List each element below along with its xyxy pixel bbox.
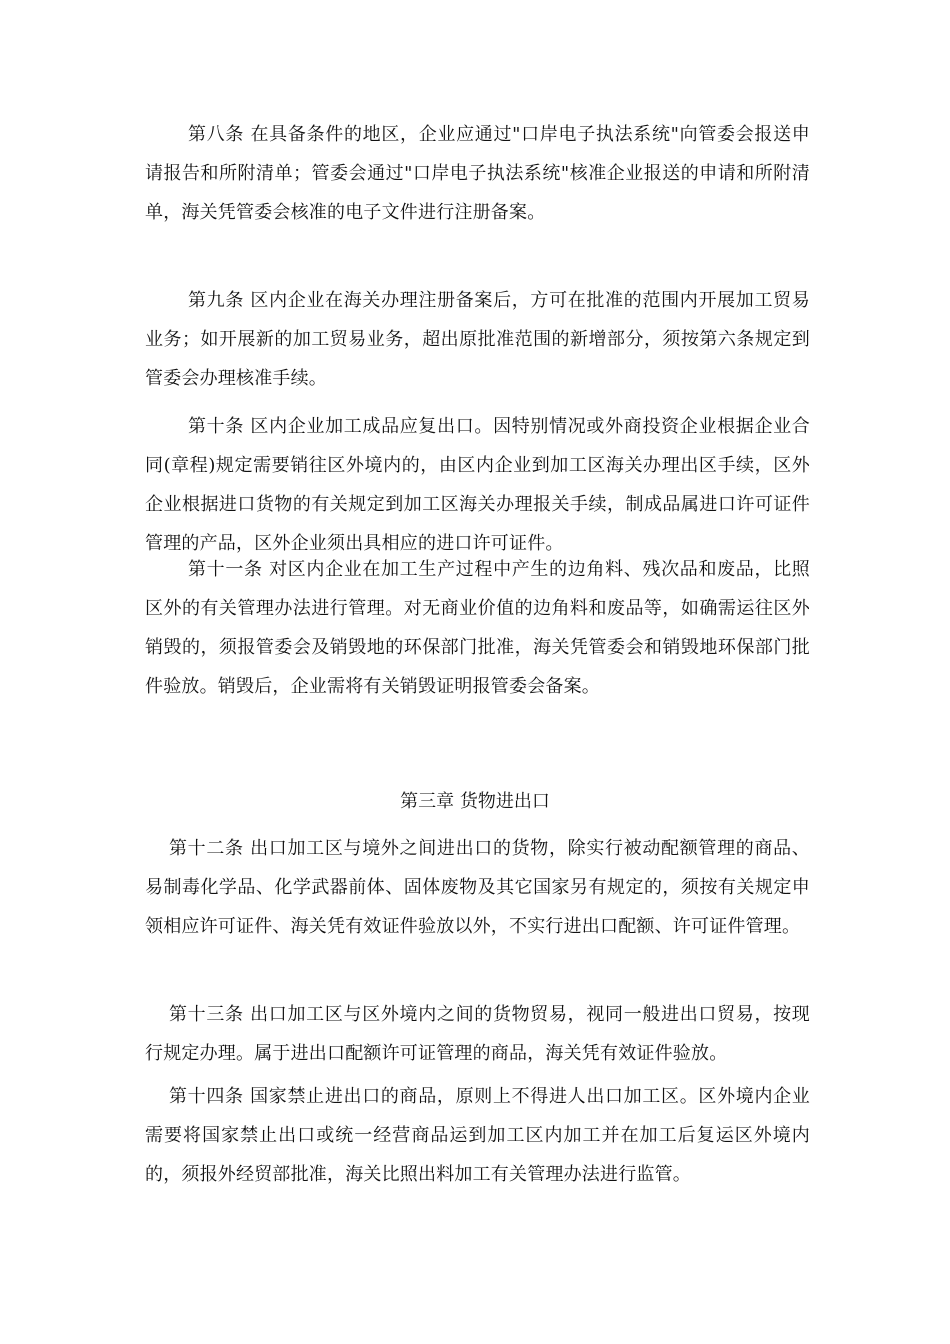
- article-11-paragraph: 第十一条 对区内企业在加工生产过程中产生的边角料、残次品和废品，比照区外的有关管理办法进行管理。对无商业价值的边角料和废品等，如确需运往区外销毁的，须报管委会及销毁地的环保部门批准，海关凭管委会和销毁地环保部门批件验放。销毁后，企业需将有关销毁证明报管委会备案。: [145, 559, 810, 697]
- article-13-paragraph: 第十三条 出口加工区与区外境内之间的货物贸易，视同一般进出口贸易，按现行规定办理。属于进出口配额许可证管理的商品，海关凭有效证件验放。: [145, 1004, 810, 1064]
- article-12-paragraph: 第十二条 出口加工区与境外之间进出口的货物，除实行被动配额管理的商品、易制毒化学品、化学武器前体、固体废物及其它国家另有规定的，须按有关规定申领相应许可证件、海关凭有效证件验放以外，不实行进出口配额、许可证件管理。: [145, 838, 810, 937]
- article-14-paragraph: 第十四条 国家禁止进出口的商品，原则上不得进人出口加工区。区外境内企业需要将国家禁止出口或统一经营商品运到加工区内加工并在加工后复运区外境内的，须报外经贸部批准，海关比照出料加工有关管理办法进行监管。: [145, 1086, 810, 1185]
- chapter-heading: 第三章 货物进出口: [400, 791, 550, 812]
- article-10-paragraph: 第十条 区内企业加工成品应复出口。因特别情况或外商投资企业根据企业合同(章程)规定需要销往区外境内的，由区内企业到加工区海关办理出区手续，区外企业根据进口货物的有关规定到加工区海关办理报关手续，制成品属进口许可证件管理的产品，区外企业须出具相应的进口许可证件。: [145, 416, 810, 554]
- article-9-paragraph: 第九条 区内企业在海关办理注册备案后，方可在批准的范围内开展加工贸易业务；如开展新的加工贸易业务，超出原批准范围的新增部分，须按第六条规定到管委会办理核准手续。: [145, 290, 810, 389]
- article-8-paragraph: 第八条 在具备条件的地区，企业应通过"口岸电子执法系统"向管委会报送申请报告和所附清单；管委会通过"口岸电子执法系统"核准企业报送的申请和所附清单，海关凭管委会核准的电子文件进行注册备案。: [145, 124, 810, 223]
